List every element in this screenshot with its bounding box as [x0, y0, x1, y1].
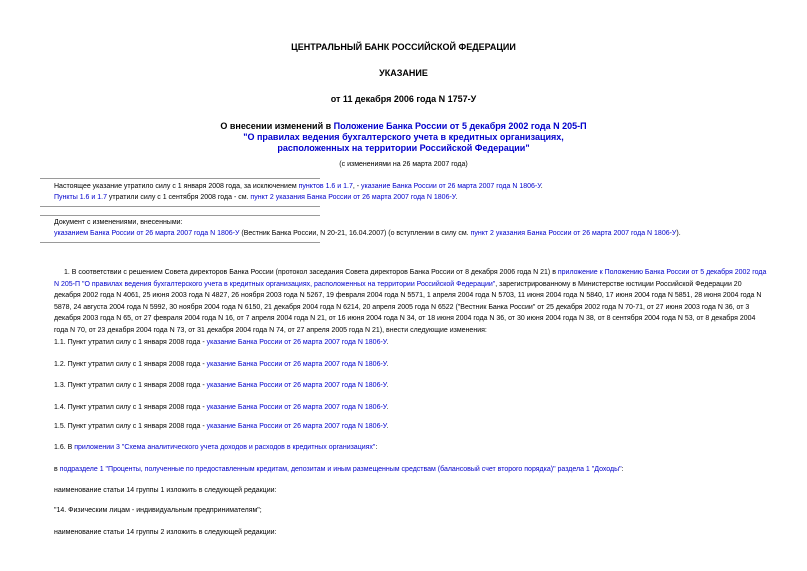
edited-note: (с изменениями на 26 марта 2007 года)	[339, 161, 468, 168]
divider	[40, 215, 320, 216]
notice-end-2: .	[455, 194, 458, 201]
subsection-1-link[interactable]: подразделе 1 "Проценты, полученные по предоставленным кредитам, депозитам и иным размещенным средствам (балансовый счет второго порядка)" раздела 1 "Доходы"	[59, 466, 622, 473]
amend-link-point2[interactable]: пункт 2 указания Банка России от 26 марта 2007 года N 1806-У	[470, 230, 677, 237]
item-link[interactable]: указание Банка России от 26 марта 2007 года N 1806-У	[206, 339, 387, 346]
notice-end: .	[540, 183, 543, 190]
notice-link-points[interactable]: пунктов 1.6 и 1.7	[298, 183, 353, 190]
item-text: 1.1. Пункт утратил силу с 1 января 2008 года -	[54, 339, 207, 346]
item-link[interactable]: указание Банка России от 26 марта 2007 года N 1806-У	[206, 423, 387, 430]
amend-label: Документ с изменениями, внесенными:	[54, 219, 183, 226]
item-end: .	[386, 404, 389, 411]
notice-link-point2[interactable]: пункт 2 указания Банка России от 26 марта 2007 года N 1806-У	[250, 194, 456, 201]
item-end: .	[386, 339, 389, 346]
item-1-3	[54, 382, 388, 389]
notice-sep: , -	[352, 183, 362, 190]
notice-text-2: утратили силу с 1 сентября 2008 года - см.	[106, 194, 251, 201]
subject-line3[interactable]: расположенных на территории Российской Федерации"	[277, 143, 530, 153]
item-text: 1.6. В	[54, 444, 75, 451]
notice-text: Настоящее указание утратило силу с 1 января 2008 года, за исключением	[54, 183, 299, 190]
amend-text: (Вестник Банка России, N 20-21, 16.04.2007) (о вступлении в силу см.	[239, 230, 471, 237]
sub-text: в	[54, 466, 60, 473]
divider	[40, 206, 320, 207]
notice-link-decree[interactable]: указание Банка России от 26 марта 2007 года N 1806-У	[361, 183, 541, 190]
sub-end: :	[621, 466, 624, 473]
item-end: .	[386, 382, 389, 389]
subsection-line	[54, 466, 624, 473]
para1-text-2: , зарегистрированному в Министерстве юстиции Российской Федерации 20 декабря 2002 года N 4061, 25 июня 2003 года N 4827, 26 ноября 2003 года N 5267, 19 февраля 2004 года N 5571, 1 апреля 2004 года N 5703, 11 июня 2004 года N 5840, 17 июня 2004 года N 5851, 28 июня 2004 года N 5878, 24 августа 2004 года N 5992, 30 ноября 2004 года N 6150, 21 декабря 2004 года N 6214, 20 апреля 2005 года N 6522 ("Вестник Банка России" от 25 декабря 2002 года N 70-71, от 27 июня 2003 года N 36, от 3 декабря 2003 года N 65, от 27 февраля 2004 года N 16, от 7 апреля 2004 года N 21, от 16 июня 2004 года N 34, от 18 июня 2004 года N 36, от 30 июня 2004 года N 38, от 8 сентября 2004 года N 53, от 8 декабря 2004 года N 70, от 23 декабря 2004 года N 73, от 31 декабря 2004 года N 74, от 27 апреля 2005 года N 21), внести следующие изменения:	[54, 280, 762, 334]
item-1-1	[54, 339, 388, 346]
instruction-line-a: наименование статьи 14 группы 1 изложить в следующей редакции:	[54, 487, 277, 494]
subject-line2[interactable]: "О правилах ведения бухгалтерского учета в кредитных организациях,	[243, 132, 564, 142]
divider	[40, 178, 320, 179]
item-link[interactable]: указание Банка России от 26 марта 2007 года N 1806-У	[206, 404, 387, 411]
notice-line-1	[54, 183, 543, 190]
item-link[interactable]: указание Банка России от 26 марта 2007 года N 1806-У	[206, 382, 387, 389]
item-text: 1.4. Пункт утратил силу с 1 января 2008 года -	[54, 404, 207, 411]
divider	[40, 242, 320, 243]
notice-line-2	[54, 194, 457, 201]
subject-prefix: О внесении изменений в	[220, 121, 334, 131]
doc-subject	[150, 121, 657, 154]
item-1-2	[54, 361, 388, 368]
item-text: 1.5. Пункт утратил силу с 1 января 2008 года -	[54, 423, 207, 430]
subject-link[interactable]: Положение Банка России от 5 декабря 2002 года N 205-П	[333, 121, 587, 131]
item-end: :	[375, 444, 378, 451]
item-1-4	[54, 404, 388, 411]
doc-date-number: от 11 декабря 2006 года N 1757-У	[330, 94, 477, 104]
para1-text: 1. В соответствии с решением Совета директоров Банка России (протокол заседания Совета директоров Банка России от 8 декабря 2006 года N 21) в	[64, 269, 558, 276]
amend-line	[54, 230, 681, 237]
item-end: .	[386, 423, 389, 430]
notice-link-points-2[interactable]: Пункты 1.6 и 1.7	[54, 194, 107, 201]
item-1-6	[54, 444, 377, 451]
para1-link[interactable]: приложение к Положению Банка России от 5 декабря 2002 года N 205-П "О правилах ведения бухгалтерского учета в кредитных организациях, расположенных на территории Российской Федерации"	[54, 269, 767, 288]
item-text: 1.3. Пункт утратил силу с 1 января 2008 года -	[54, 382, 207, 389]
paragraph-1	[54, 267, 769, 336]
amend-link-decree[interactable]: указанием Банка России от 26 марта 2007 года N 1806-У	[54, 230, 240, 237]
quoted-article-14: "14. Физическим лицам - индивидуальным предпринимателям";	[54, 507, 262, 514]
item-1-5	[54, 423, 388, 430]
amend-end: ).	[676, 230, 681, 237]
item-text: 1.2. Пункт утратил силу с 1 января 2008 года -	[54, 361, 207, 368]
bank-title: ЦЕНТРАЛЬНЫЙ БАНК РОССИЙСКОЙ ФЕДЕРАЦИИ	[291, 42, 516, 52]
doc-type: УКАЗАНИЕ	[379, 68, 428, 78]
appendix-3-link[interactable]: приложении 3 "Схема аналитического учета доходов и расходов в кредитных организациях"	[74, 444, 376, 451]
instruction-line-c: наименование статьи 14 группы 2 изложить в следующей редакции:	[54, 529, 277, 536]
item-link[interactable]: указание Банка России от 26 марта 2007 года N 1806-У	[206, 361, 387, 368]
item-end: .	[386, 361, 389, 368]
